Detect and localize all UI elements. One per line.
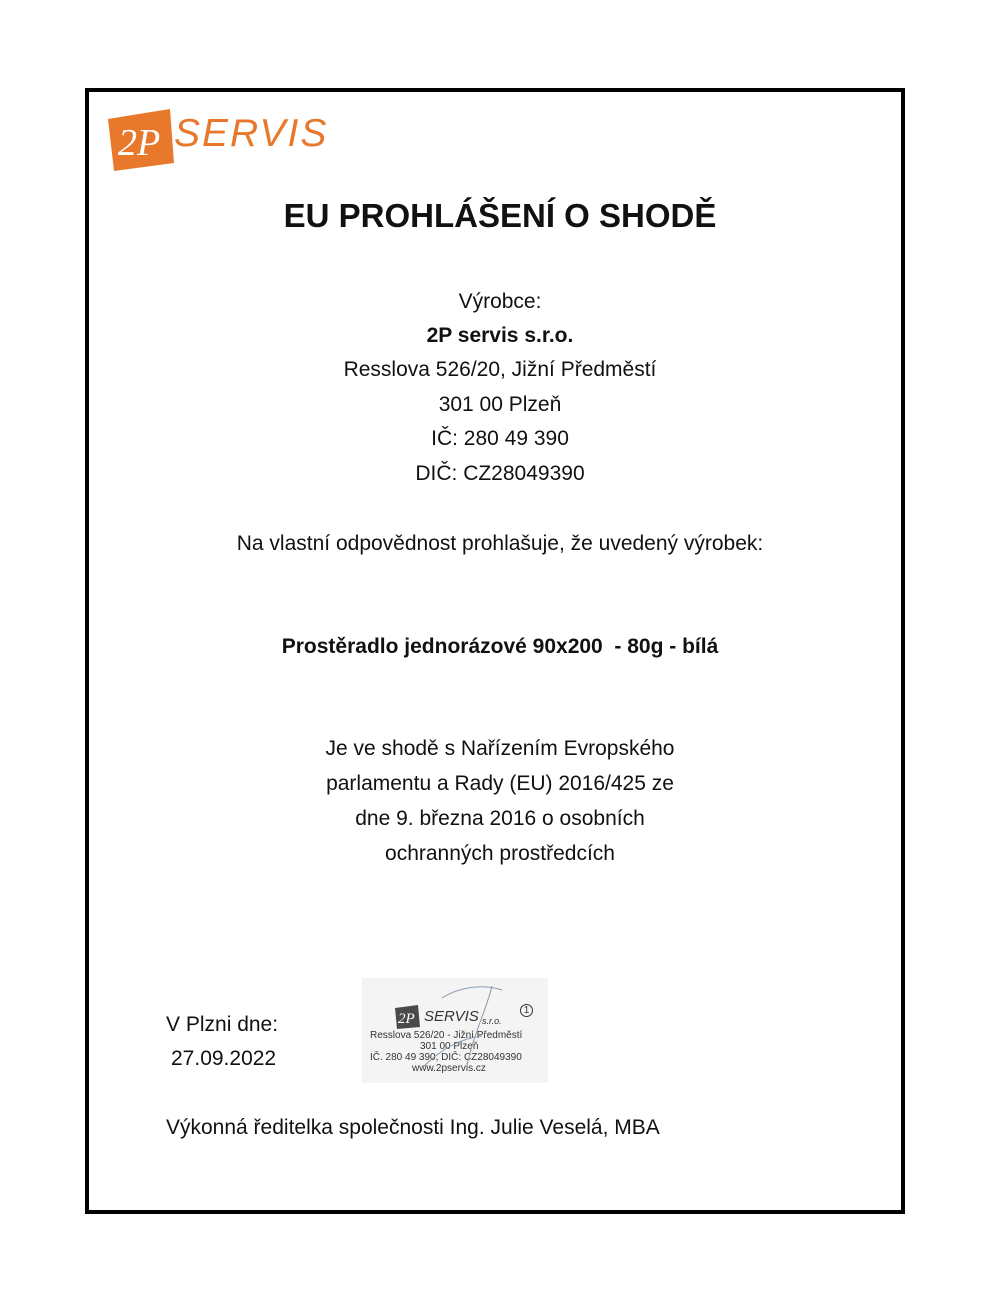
- manufacturer-ic: IČ: 280 49 390: [431, 427, 569, 450]
- document-title: EU PROHLÁŠENÍ O SHODĚ: [283, 197, 717, 234]
- svg-text:2P: 2P: [398, 1011, 415, 1027]
- stamp-city: 301 00 Plzeň: [420, 1041, 479, 1052]
- stamp-brand: SERVIS: [424, 1008, 479, 1025]
- stamp-number: 1: [520, 1004, 533, 1017]
- declaration-intro: Na vlastní odpovědnost prohlašuje, že uvedený výrobek:: [236, 532, 764, 555]
- company-stamp: [362, 978, 548, 1083]
- compliance-line: Je ve shodě s Nařízením Evropského: [325, 737, 675, 760]
- stamp-street: Resslova 526/20 - Jižní Předměstí: [370, 1030, 523, 1041]
- compliance-line: parlamentu a Rady (EU) 2016/425 ze: [326, 772, 674, 795]
- logo-badge-text: 2P: [118, 122, 161, 164]
- manufacturer-dic: DIČ: CZ28049390: [415, 462, 585, 485]
- signatory: Výkonná ředitelka společnosti Ing. Julie Veselá, MBA: [166, 1116, 660, 1139]
- product-name: Prostěradlo jednorázové 90x200 - 80g - bílá: [281, 635, 719, 658]
- stamp-web: www.2pservis.cz: [412, 1063, 486, 1074]
- compliance-line: dne 9. března 2016 o osobních: [355, 807, 645, 830]
- stamp-suffix: s.r.o.: [482, 1016, 502, 1026]
- signature-scribble: [362, 978, 548, 1083]
- manufacturer-street: Resslova 526/20, Jižní Předměstí: [343, 358, 657, 381]
- stamp-ids: IČ. 280 49 390, DIČ: CZ28049390: [370, 1052, 522, 1063]
- logo-text: SERVIS: [174, 112, 329, 155]
- manufacturer-name: 2P servis s.r.o.: [426, 324, 574, 347]
- manufacturer-city: 301 00 Plzeň: [438, 393, 562, 416]
- compliance-line: ochranných prostředcích: [385, 842, 615, 865]
- place-label: V Plzni dne:: [166, 1013, 279, 1036]
- manufacturer-label: Výrobce:: [458, 290, 542, 313]
- issue-date: 27.09.2022: [171, 1047, 277, 1070]
